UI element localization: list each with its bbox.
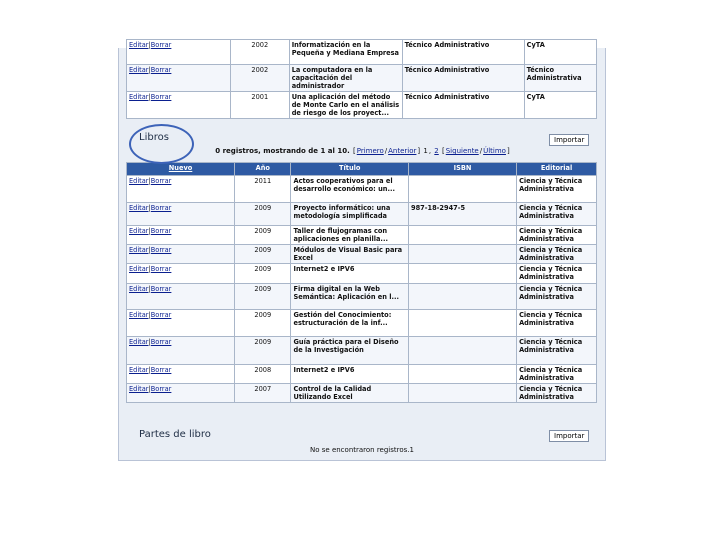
cell-title: Internet2 e IPV6 [291, 365, 409, 384]
cell-isbn [408, 310, 516, 337]
table-row [127, 203, 597, 226]
table-row [127, 226, 597, 245]
cell-editorial: CyTA [524, 40, 596, 65]
cell-year: 2009 [235, 284, 291, 310]
edit-link[interactable]: Editar [129, 366, 149, 374]
edit-link[interactable]: Editar [129, 177, 149, 185]
edit-link[interactable]: Editar [129, 227, 149, 235]
cell-title: Control de la Calidad Utilizando Excel [291, 384, 409, 403]
cell-year: 2008 [235, 365, 291, 384]
row-actions: Editar|Borrar [127, 337, 235, 365]
delete-link[interactable]: Borrar [150, 311, 172, 319]
delete-link[interactable]: Borrar [150, 93, 172, 101]
edit-link[interactable]: Editar [129, 385, 149, 393]
column-new-link[interactable]: Nuevo [127, 163, 235, 176]
pager-last-link[interactable]: Último [483, 147, 506, 155]
cell-isbn: Técnico Administrativo [402, 65, 524, 92]
delete-link[interactable]: Borrar [150, 338, 172, 346]
cell-title: Taller de flujogramas con aplicaciones en planilla... [291, 226, 409, 245]
edit-link[interactable]: Editar [129, 93, 149, 101]
row-actions: Editar|Borrar [127, 365, 235, 384]
table-row [127, 92, 597, 119]
cell-isbn [408, 284, 516, 310]
edit-link[interactable]: Editar [129, 265, 149, 273]
publications-table-panel [126, 39, 597, 119]
cell-isbn [408, 365, 516, 384]
cell-year: 2009 [235, 337, 291, 365]
row-actions: Editar|Borrar [127, 176, 235, 203]
table-row [127, 310, 597, 337]
no-records-message: No se encontraron registros.1 [310, 446, 414, 454]
cell-isbn [408, 264, 516, 284]
row-actions: Editar|Borrar [127, 226, 235, 245]
pager-page-2-link[interactable]: 2 [434, 147, 439, 155]
row-actions: Editar|Borrar [127, 40, 231, 65]
cell-title: Actos cooperativos para el desarrollo económico: un... [291, 176, 409, 203]
cell-title: Firma digital en la Web Semántica: Aplicación en l... [291, 284, 409, 310]
row-actions: Editar|Borrar [127, 310, 235, 337]
cell-year: 2002 [230, 40, 289, 65]
cell-editorial: Ciencia y Técnica Administrativa [517, 284, 597, 310]
cell-editorial: CyTA [524, 92, 596, 119]
cell-year: 2009 [235, 245, 291, 264]
row-actions: Editar|Borrar [127, 384, 235, 403]
cell-title: Internet2 e IPV6 [291, 264, 409, 284]
pager-page-1: 1 [423, 147, 428, 155]
row-actions: Editar|Borrar [127, 65, 231, 92]
table-row [127, 384, 597, 403]
edit-link[interactable]: Editar [129, 338, 149, 346]
edit-link[interactable]: Editar [129, 311, 149, 319]
table-row [127, 40, 597, 65]
libros-table-panel [126, 162, 597, 403]
delete-link[interactable]: Borrar [150, 366, 172, 374]
delete-link[interactable]: Borrar [150, 285, 172, 293]
column-isbn[interactable]: ISBN [408, 163, 516, 176]
cell-editorial: Ciencia y Técnica Administrativa [517, 203, 597, 226]
import-partes-button[interactable]: Importar [549, 430, 589, 442]
delete-link[interactable]: Borrar [150, 204, 172, 212]
pager-next-link[interactable]: Siguiente [445, 147, 479, 155]
cell-year: 2009 [235, 264, 291, 284]
cell-isbn: Técnico Administrativo [402, 92, 524, 119]
cell-year: 2009 [235, 226, 291, 245]
browser-content-frame [118, 41, 606, 461]
delete-link[interactable]: Borrar [150, 385, 172, 393]
edit-link[interactable]: Editar [129, 246, 149, 254]
row-actions: Editar|Borrar [127, 203, 235, 226]
pager-summary: 0 registros, mostrando de 1 al 10. [215, 147, 350, 155]
cell-isbn [408, 245, 516, 264]
pager-prev-link[interactable]: Anterior [388, 147, 417, 155]
cell-editorial: Ciencia y Técnica Administrativa [517, 264, 597, 284]
column-title[interactable]: Título [291, 163, 409, 176]
cell-isbn: Técnico Administrativo [402, 40, 524, 65]
cell-editorial: Ciencia y Técnica Administrativa [517, 245, 597, 264]
table-row [127, 245, 597, 264]
column-editorial[interactable]: Editorial [517, 163, 597, 176]
table-row [127, 337, 597, 365]
cell-year: 2009 [235, 203, 291, 226]
cell-year: 2007 [235, 384, 291, 403]
row-actions: Editar|Borrar [127, 92, 231, 119]
cell-year: 2002 [230, 65, 289, 92]
cell-year: 2001 [230, 92, 289, 119]
delete-link[interactable]: Borrar [150, 177, 172, 185]
delete-link[interactable]: Borrar [150, 41, 172, 49]
row-actions: Editar|Borrar [127, 264, 235, 284]
delete-link[interactable]: Borrar [150, 227, 172, 235]
cell-editorial: Ciencia y Técnica Administrativa [517, 337, 597, 365]
cell-title: Proyecto informático: una metodología simplificada [291, 203, 409, 226]
section-title-partes: Partes de libro [139, 429, 211, 440]
table-row [127, 176, 597, 203]
column-year[interactable]: Año [235, 163, 291, 176]
table-row [127, 264, 597, 284]
cell-isbn [408, 384, 516, 403]
edit-link[interactable]: Editar [129, 285, 149, 293]
pager-first-link[interactable]: Primero [356, 147, 384, 155]
cell-editorial: Ciencia y Técnica Administrativa [517, 310, 597, 337]
cell-isbn [408, 176, 516, 203]
cell-isbn [408, 226, 516, 245]
row-actions: Editar|Borrar [127, 284, 235, 310]
cell-editorial: Ciencia y Técnica Administrativa [517, 384, 597, 403]
cell-title: Guía práctica para el Diseño de la Investigación [291, 337, 409, 365]
section-title-libros: Libros [139, 132, 169, 143]
table-row [127, 65, 597, 92]
cell-editorial: Ciencia y Técnica Administrativa [517, 365, 597, 384]
cell-title: Informatización en la Pequeña y Mediana Empresa [289, 40, 402, 65]
delete-link[interactable]: Borrar [150, 66, 172, 74]
libros-pager: 0 registros, mostrando de 1 al 10. [Primero/Anterior] 1, 2 [Siguiente/Último] [215, 147, 510, 155]
cell-editorial: Ciencia y Técnica Administrativa [517, 176, 597, 203]
cell-isbn: 987-18-2947-5 [408, 203, 516, 226]
cell-title: Una aplicación del método de Monte Carlo en el análisis de riesgo de los proyect... [289, 92, 402, 119]
edit-link[interactable]: Editar [129, 204, 149, 212]
highlight-circle [129, 124, 194, 164]
libros-table [126, 162, 597, 403]
cell-editorial: Técnico Administrativa [524, 65, 596, 92]
cell-isbn [408, 337, 516, 365]
row-actions: Editar|Borrar [127, 245, 235, 264]
cell-title: Gestión del Conocimiento: estructuración de la inf... [291, 310, 409, 337]
table-row [127, 365, 597, 384]
table-row [127, 284, 597, 310]
publications-table [126, 39, 597, 119]
cell-year: 2011 [235, 176, 291, 203]
cell-year: 2009 [235, 310, 291, 337]
delete-link[interactable]: Borrar [150, 265, 172, 273]
edit-link[interactable]: Editar [129, 41, 149, 49]
cell-title: Módulos de Visual Basic para Excel [291, 245, 409, 264]
cell-title: La computadora en la capacitación del administrador [289, 65, 402, 92]
delete-link[interactable]: Borrar [150, 246, 172, 254]
cell-editorial: Ciencia y Técnica Administrativa [517, 226, 597, 245]
import-libros-button[interactable]: Importar [549, 134, 589, 146]
edit-link[interactable]: Editar [129, 66, 149, 74]
